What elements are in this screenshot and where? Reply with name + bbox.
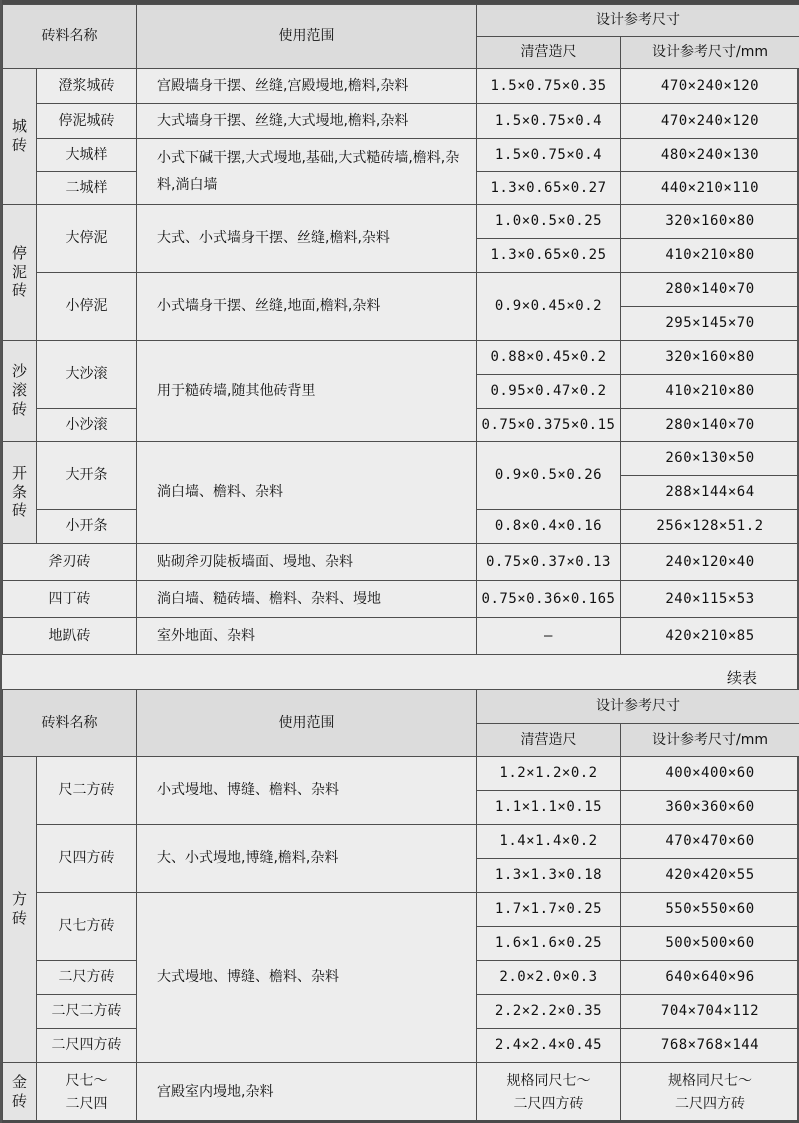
qing-size: 规格同尺七～: [506, 1073, 591, 1090]
brick-name: 大沙滚: [37, 341, 137, 409]
mm-size: 288×144×64: [621, 476, 799, 510]
qing-size: 2.4×2.4×0.45: [477, 1029, 621, 1063]
brick-name: 尺二方砖: [37, 757, 137, 825]
brick-use: 室外地面、杂料: [137, 618, 477, 655]
mm-size: 470×240×120: [621, 104, 799, 139]
mm-size: 240×120×40: [621, 544, 799, 581]
brick-name: 停泥城砖: [37, 104, 137, 139]
brick-name: 地趴砖: [3, 618, 137, 655]
brick-use: 宫殿墙身干摆、丝缝,宫殿墁地,檐料,杂料: [137, 69, 477, 104]
header-name: 砖料名称: [3, 5, 137, 69]
qing-size: 0.95×0.47×0.2: [477, 375, 621, 409]
brick-name: 大城样: [37, 139, 137, 172]
brick-name: 小停泥: [37, 273, 137, 341]
header-use: 使用范围: [137, 690, 477, 757]
header-qing: 清营造尺: [477, 37, 621, 69]
qing-size: 1.3×0.65×0.25: [477, 239, 621, 273]
mm-size: 440×210×110: [621, 172, 799, 205]
mm-size: 400×400×60: [621, 757, 799, 791]
qing-size: 0.75×0.375×0.15: [477, 409, 621, 442]
brick-use: 用于糙砖墙,随其他砖背里: [137, 341, 477, 442]
mm-size: 550×550×60: [621, 893, 799, 927]
brick-name: 尺七方砖: [37, 893, 137, 961]
brick-use: 小式墙身干摆、丝缝,地面,檐料,杂料: [137, 273, 477, 341]
brick-use: 淌白墙、檐料、杂料: [137, 442, 477, 544]
mm-size: 470×240×120: [621, 69, 799, 104]
mm-size: 360×360×60: [621, 791, 799, 825]
qing-size: 0.8×0.4×0.16: [477, 510, 621, 544]
brick-name: 小沙滚: [37, 409, 137, 442]
qing-size: 0.88×0.45×0.2: [477, 341, 621, 375]
qing-size: 1.2×1.2×0.2: [477, 757, 621, 791]
group-label: 沙滚砖: [11, 362, 27, 418]
continued-label: 续表: [726, 669, 757, 687]
mm-size: 420×420×55: [621, 859, 799, 893]
qing-size: 1.1×1.1×0.15: [477, 791, 621, 825]
brick-name: 二尺二方砖: [37, 995, 137, 1029]
brick-name: 四丁砖: [3, 581, 137, 618]
header-qing: 清营造尺: [477, 724, 621, 757]
brick-name: 斧刃砖: [3, 544, 137, 581]
qing-size: 0.75×0.36×0.165: [477, 581, 621, 618]
brick-use: 小式墁地、博缝、檐料、杂料: [137, 757, 477, 825]
mm-size: 280×140×70: [621, 409, 799, 442]
qing-size: 2.0×2.0×0.3: [477, 961, 621, 995]
brick-name: 尺四方砖: [37, 825, 137, 893]
mm-size: 470×470×60: [621, 825, 799, 859]
brick-use: 淌白墙、糙砖墙、檐料、杂料、墁地: [137, 581, 477, 618]
qing-size: 1.3×1.3×0.18: [477, 859, 621, 893]
brick-name: 大停泥: [37, 205, 137, 273]
mm-size: 500×500×60: [621, 927, 799, 961]
mm-size: 260×130×50: [621, 442, 799, 476]
qing-size: 1.6×1.6×0.25: [477, 927, 621, 961]
header-design: 设计参考尺寸: [477, 5, 799, 37]
brick-name: 小开条: [37, 510, 137, 544]
qing-size: 2.2×2.2×0.35: [477, 995, 621, 1029]
qing-size: 1.7×1.7×0.25: [477, 893, 621, 927]
mm-size: 640×640×96: [621, 961, 799, 995]
group-label: 方砖: [11, 890, 27, 927]
brick-name: 二尺四方砖: [37, 1029, 137, 1063]
group-label: 停泥砖: [11, 243, 27, 300]
qing-size: 1.0×0.5×0.25: [477, 205, 621, 239]
mm-size: 410×210×80: [621, 375, 799, 409]
mm-size: 420×210×85: [621, 618, 799, 655]
qing-size: 1.3×0.65×0.27: [477, 172, 621, 205]
qing-size: 0.9×0.5×0.26: [477, 442, 621, 510]
mm-size: 规格同尺七～: [668, 1073, 752, 1090]
brick-use: 大式墁地、博缝、檐料、杂料: [137, 893, 477, 1063]
brick-use: 小式下碱干摆,大式墁地,基础,大式糙砖墙,檐料,杂料,淌白墙: [137, 139, 477, 205]
brick-name: 二城样: [37, 172, 137, 205]
qing-size: 二尺四方砖: [513, 1095, 584, 1112]
brick-use: 宫殿室内墁地,杂料: [137, 1063, 477, 1123]
header-mm: 设计参考尺寸/mm: [621, 724, 799, 757]
group-label: 开条砖: [11, 463, 27, 520]
mm-size: 704×704×112: [621, 995, 799, 1029]
brick-table-1: [2, 4, 799, 655]
brick-name: 尺七～: [65, 1073, 108, 1090]
brick-use: 大式、小式墙身干摆、丝缝,檐料,杂料: [137, 205, 477, 273]
header-mm: 设计参考尺寸/mm: [621, 37, 799, 69]
brick-use: 大、小式墁地,博缝,檐料,杂料: [137, 825, 477, 893]
mm-size: 240×115×53: [621, 581, 799, 618]
brick-name: 二尺四: [65, 1095, 108, 1112]
brick-name: 澄浆城砖: [37, 69, 137, 104]
mm-size: 480×240×130: [621, 139, 799, 172]
mm-size: 256×128×51.2: [621, 510, 799, 544]
mm-size: 二尺四方砖: [675, 1095, 745, 1112]
brick-name: 二尺方砖: [37, 961, 137, 995]
qing-size: 1.5×0.75×0.35: [477, 69, 621, 104]
qing-size: 1.4×1.4×0.2: [477, 825, 621, 859]
brick-name: 大开条: [37, 442, 137, 510]
brick-table-2: [2, 689, 799, 1123]
mm-size: 280×140×70: [621, 273, 799, 307]
brick-use: 贴砌斧刃陡板墙面、墁地、杂料: [137, 544, 477, 581]
qing-size: —: [477, 618, 621, 655]
mm-size: 295×145×70: [621, 307, 799, 341]
qing-size: 0.9×0.45×0.2: [477, 273, 621, 341]
mm-size: 410×210×80: [621, 239, 799, 273]
qing-size: 1.5×0.75×0.4: [477, 139, 621, 172]
header-use: 使用范围: [137, 5, 477, 69]
brick-use: 大式墙身干摆、丝缝,大式墁地,檐料,杂料: [137, 104, 477, 139]
header-design: 设计参考尺寸: [477, 690, 799, 724]
mm-size: 320×160×80: [621, 205, 799, 239]
mm-size: 768×768×144: [621, 1029, 799, 1063]
qing-size: 0.75×0.37×0.13: [477, 544, 621, 581]
header-name: 砖料名称: [3, 690, 137, 757]
mm-size: 320×160×80: [621, 341, 799, 375]
group-label: 金砖: [11, 1073, 27, 1110]
qing-size: 1.5×0.75×0.4: [477, 104, 621, 139]
group-label: 城砖: [11, 117, 27, 154]
